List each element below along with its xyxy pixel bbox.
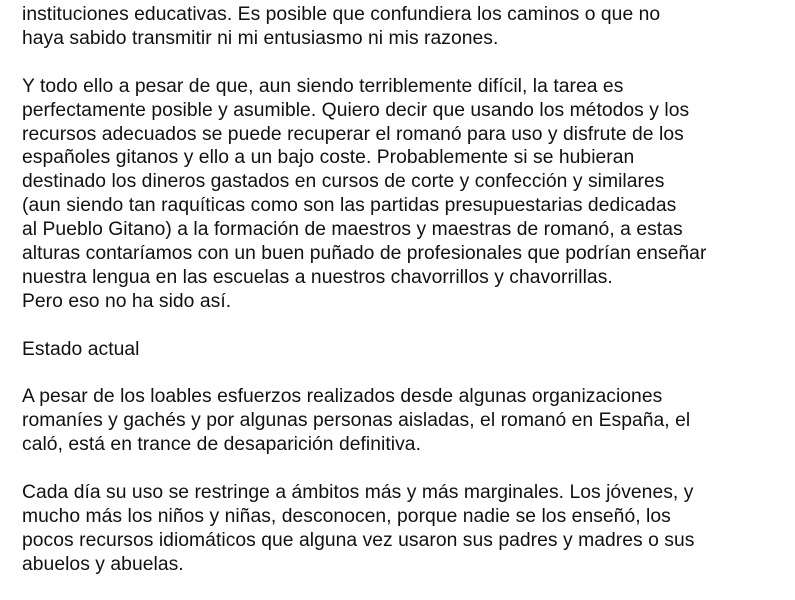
text-line: Cada día su uso se restringe a ámbitos más y más marginales. Los jóvenes, y [22,482,694,504]
text-line: (aun siendo tan raquíticas como son las partidas presupuestarias dedicadas [22,195,677,217]
text-line: haya sabido transmitir ni mi entusiasmo ni mis razones. [22,27,499,49]
paragraph-gap [22,457,792,481]
text-line: mucho más los niños y niñas, desconocen, porque nadie se los enseñó, los [22,505,671,527]
document-page [22,3,792,577]
text-line: abuelos y abuelas. [22,553,184,575]
section-heading-text: Estado actual [22,338,140,360]
text-line: Y todo ello a pesar de que, aun siendo terriblemente difícil, la tarea es [22,75,624,97]
section-heading [22,338,792,362]
text-line: alturas contaríamos con un buen puñado de profesionales que podrían enseñar [22,243,707,265]
text-line: destinado los dineros gastados en cursos de corte y confección y similares [22,171,665,193]
text-line: nuestra lengua en las escuelas a nuestros chavorrillos y chavorrillas. [22,266,613,288]
text-line: pocos recursos idiomáticos que alguna vez usaron sus padres y madres o sus [22,529,695,551]
text-line: españoles gitanos y ello a un bajo coste. Probablemente si se hubieran [22,147,635,169]
text-line: recursos adecuados se puede recuperar el romanó para uso y disfrute de los [22,123,684,145]
paragraph-intro-end [22,3,792,51]
paragraph-gap [22,362,792,386]
text-line: A pesar de los loables esfuerzos realizados desde algunas organizaciones [22,386,663,408]
paragraph-current-state [22,385,792,457]
text-line: perfectamente posible y asumible. Quiero decir que usando los métodos y los [22,99,690,121]
text-line: romaníes y gachés y por algunas personas aisladas, el romanó en España, el [22,410,691,432]
text-line: Pero eso no ha sido así. [22,290,232,312]
text-line: caló, está en trance de desaparición definitiva. [22,434,421,456]
paragraph-decline [22,481,792,577]
text-line: instituciones educativas. Es posible que confundiera los caminos o que no [22,4,661,25]
paragraph-gap [22,51,792,75]
paragraph-gap [22,314,792,338]
paragraph-feasibility [22,75,792,314]
text-line: al Pueblo Gitano) a la formación de maestros y maestras de romanó, a estas [22,219,683,241]
